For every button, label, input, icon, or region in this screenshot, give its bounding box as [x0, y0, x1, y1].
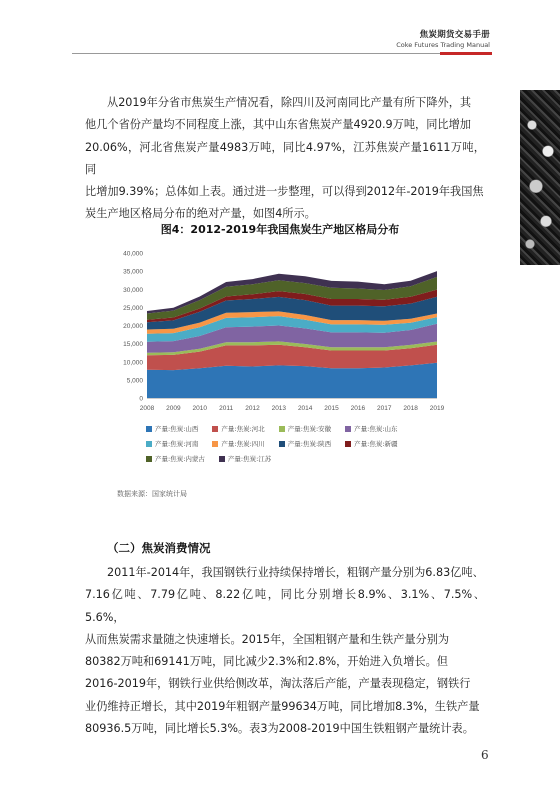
section-heading: （二）焦炭消费情况	[107, 541, 211, 555]
x-tick-label: 2019	[429, 405, 445, 412]
header-rule	[72, 53, 492, 54]
legend-item	[212, 424, 264, 433]
x-tick-label: 2012	[245, 405, 260, 412]
legend-swatch	[212, 441, 218, 447]
legend-row	[146, 424, 446, 433]
paragraph-line: 7.16亿吨、7.79亿吨、8.22亿吨，同比分别增长8.9%、3.1%、7.5%、5.6%，	[85, 588, 485, 624]
legend-item	[212, 439, 264, 448]
legend-item	[146, 454, 205, 463]
legend-swatch	[146, 426, 152, 432]
legend-item	[146, 439, 198, 448]
paragraph-line: 80382万吨和69141万吨，同比减少2.3%和2.8%，开始进入负增长。但	[85, 655, 448, 669]
legend-swatch	[219, 456, 225, 462]
paragraph-line: 从而焦炭需求量随之快速增长。2015年，全国粗钢产量和生铁产量分别为	[85, 632, 450, 646]
paragraph-line: 2011年-2014年，我国钢铁行业持续保持增长，粗钢产量分别为6.83亿吨、	[107, 566, 484, 579]
legend-swatch	[146, 441, 152, 447]
legend-label: 产量:焦炭:内蒙古	[155, 455, 205, 463]
paragraph-line: 业仍维持正增长，其中2019年粗钢产量99634万吨，同比增加8.3%，生铁产量	[85, 699, 480, 713]
legend-label: 产量:焦炭:河北	[221, 425, 265, 433]
legend-swatch	[345, 441, 351, 447]
figure-source: 数据来源：国家统计局	[117, 490, 187, 498]
x-tick-label: 2014	[297, 405, 313, 412]
legend-row	[146, 454, 446, 463]
legend-item	[219, 454, 271, 463]
legend-item	[345, 439, 397, 448]
x-tick-label: 2013	[271, 405, 287, 412]
y-tick-label: 30,000	[123, 286, 143, 294]
legend-item	[146, 424, 198, 433]
header-accent-bar	[440, 52, 492, 55]
legend-label: 产量:焦炭:新疆	[354, 440, 398, 448]
legend-label: 产量:焦炭:陕西	[287, 440, 332, 448]
y-tick-label: 35,000	[123, 268, 143, 276]
legend-label: 产量:焦炭:四川	[221, 440, 265, 448]
paragraph-line: 比增加9.39%；总体如上表。通过进一步整理，可以得到2012年-2019年我国焦	[85, 185, 484, 199]
x-tick-label: 2008	[139, 405, 155, 412]
paragraph-line: 他几个省份产量均不同程度上涨，其中山东省焦炭产量4920.9万吨，同比增加	[85, 118, 471, 132]
y-tick-label: 25,000	[123, 304, 143, 312]
legend-label: 产量:焦炭:江苏	[227, 455, 272, 463]
legend-label: 产量:焦炭:河南	[155, 440, 199, 448]
legend-row	[146, 439, 446, 448]
paragraph-line: 2016-2019年，钢铁行业供给侧改革，淘汰落后产能，产量表现稳定，钢铁行	[85, 677, 471, 691]
header-subtitle: Coke Futures Trading Manual	[396, 41, 490, 49]
legend-item	[345, 424, 397, 433]
x-tick-label: 2009	[166, 405, 181, 412]
legend-swatch	[345, 426, 351, 432]
y-tick-label: 5,000	[126, 377, 143, 385]
y-tick-label: 20,000	[123, 323, 143, 330]
x-tick-label: 2016	[350, 405, 366, 412]
page-number: 6	[481, 748, 489, 762]
x-tick-label: 2010	[192, 405, 207, 412]
x-tick-label: 2011	[219, 405, 234, 412]
paragraph-line: 从2019年分省市焦炭生产情况看，除四川及河南同比产量有所下降外，其	[107, 96, 472, 109]
y-tick-label: 0	[139, 395, 143, 403]
legend-swatch	[279, 441, 285, 447]
x-tick-label: 2017	[377, 405, 392, 412]
paragraph-production	[85, 92, 485, 226]
stacked-area-chart	[105, 245, 450, 420]
y-tick-label: 40,000	[123, 250, 143, 258]
legend-swatch	[146, 456, 152, 462]
legend-label: 产量:焦炭:山西	[155, 425, 199, 433]
paragraph-line: 80936.5万吨，同比增长5.3%。表3为2008-2019中国生铁粗钢产量统计表。	[85, 722, 474, 736]
x-tick-label: 2015	[324, 405, 339, 412]
header-title: 焦炭期货交易手册	[419, 30, 490, 40]
y-tick-label: 10,000	[123, 359, 143, 367]
legend-swatch	[279, 426, 285, 432]
paragraph-line: 炭生产地区格局分布的绝对产量，如图4所示。	[85, 207, 316, 221]
paragraph-line: 20.06%，河北省焦炭产量4983万吨，同比4.97%，江苏焦炭产量1611万吨，同	[85, 140, 485, 176]
legend-swatch	[212, 426, 218, 432]
chart-legend	[146, 424, 446, 469]
legend-label: 产量:焦炭:安徽	[287, 425, 332, 433]
paragraph-consumption	[85, 562, 485, 740]
coke-photo	[520, 90, 560, 265]
legend-item	[279, 424, 331, 433]
figure-title: 图4：2012-2019年我国焦炭生产地区格局分布	[160, 223, 400, 236]
legend-item	[279, 439, 331, 448]
legend-label: 产量:焦炭:山东	[354, 425, 398, 433]
x-tick-label: 2018	[403, 405, 418, 412]
y-tick-label: 15,000	[123, 341, 143, 349]
